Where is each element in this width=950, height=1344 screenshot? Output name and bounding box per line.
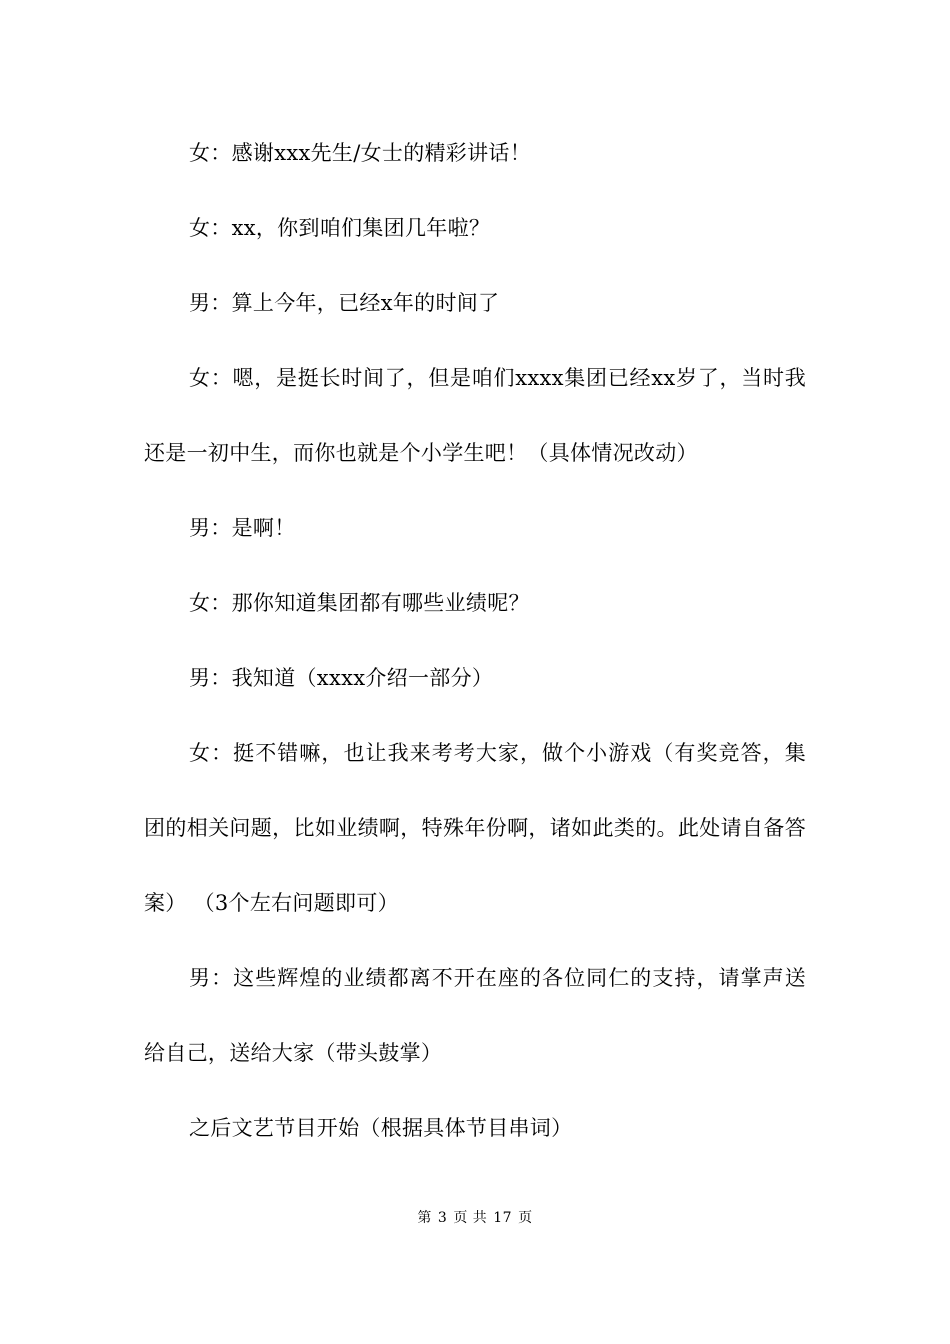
paragraph-4: 女：嗯，是挺长时间了，但是咱们xxxx集团已经xx岁了，当时我还是一初中生，而你也就是个小学生吧！（具体情况改动） (144, 366, 806, 465)
paragraph-9: 男：这些辉煌的业绩都离不开在座的各位同仁的支持，请掌声送给自己，送给大家（带头鼓掌） (144, 966, 806, 1065)
paragraph-5: 男：是啊！ (189, 516, 296, 540)
paragraph-3: 男：算上今年，已经x年的时间了 (189, 291, 500, 315)
paragraph-10: 之后文艺节目开始（根据具体节目串词） (189, 1116, 573, 1140)
footer-current-page: 3 (437, 1210, 448, 1226)
paragraph-7: 男：我知道（xxxx介绍一部分） (189, 666, 494, 690)
footer-prefix: 第 (417, 1210, 432, 1226)
page-footer (0, 1207, 950, 1227)
paragraph-2: 女：xx，你到咱们集团几年啦？ (189, 216, 491, 240)
footer-suffix: 页 (518, 1210, 533, 1226)
paragraph-8: 女：挺不错嘛，也让我来考考大家，做个小游戏（有奖竞答，集团的相关问题，比如业绩啊，特殊年份啊，诸如此类的。此处请自备答案） （3个左右问题即可） (144, 741, 806, 915)
paragraph-6: 女：那你知道集团都有哪些业绩呢？ (189, 591, 530, 615)
footer-total-pages: 17 (493, 1210, 513, 1226)
footer-middle: 页 共 (453, 1210, 488, 1226)
paragraph-1: 女：感谢xxx先生/女士的精彩讲话！ (189, 141, 532, 165)
